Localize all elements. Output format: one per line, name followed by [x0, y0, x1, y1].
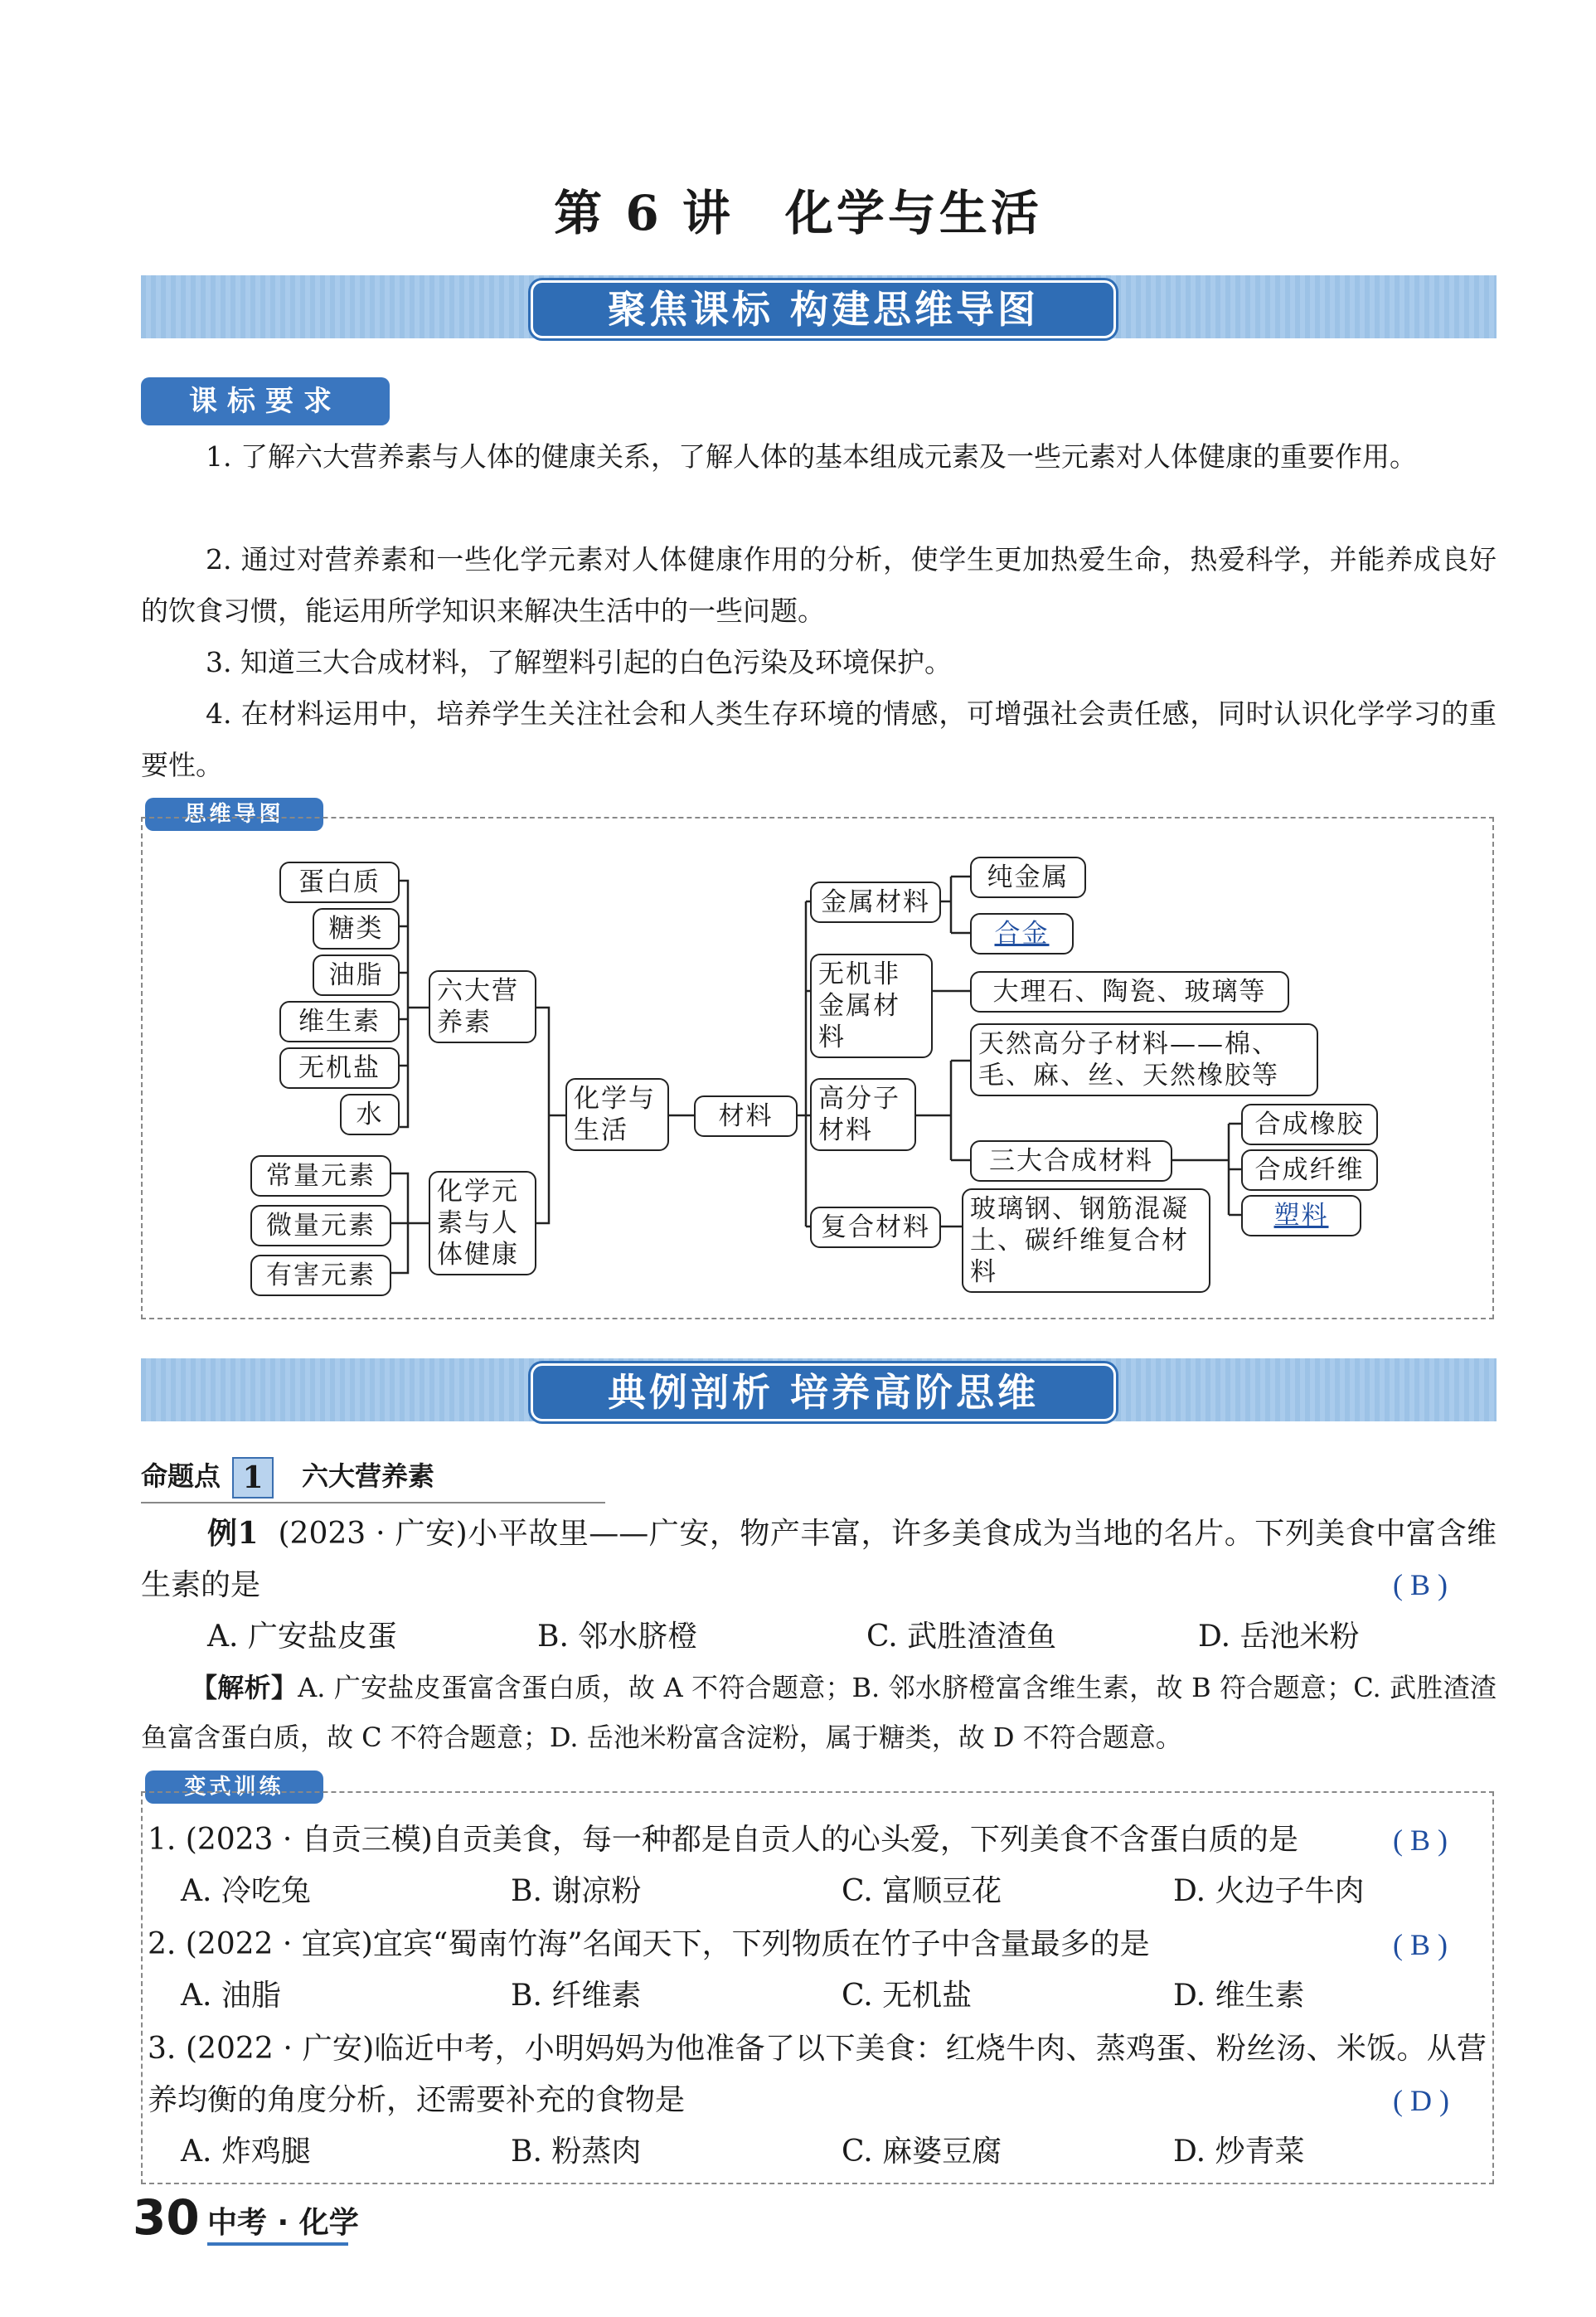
section-band-standards [141, 275, 1497, 338]
exercise-3-option-b: B. 粉蒸肉 [511, 2135, 642, 2169]
exercise-2-option-c: C. 无机盐 [842, 1979, 973, 2013]
exercise-3-option-c: C. 麻婆豆腐 [842, 2135, 1002, 2169]
exercise-2-option-a: A. 油脂 [181, 1979, 281, 2013]
node-six-nutrients: 六大营养素 [429, 970, 536, 1043]
node-nonmetal: 无机非金属材料 [810, 954, 933, 1058]
node-root: 化学与生活 [565, 1078, 669, 1151]
example-option-a: A. 广安盐皮蛋 [207, 1620, 397, 1654]
example-analysis [141, 1663, 1497, 1762]
section-band-examples [141, 1358, 1497, 1421]
node-synthetic-fiber: 合成纤维 [1241, 1149, 1378, 1191]
example-option-b: B. 邻水脐橙 [537, 1620, 698, 1654]
exercise-1-answer: ( B ) [1393, 1824, 1448, 1857]
exercise-1-option-b: B. 谢凉粉 [511, 1874, 642, 1908]
node-alloy: 合金 [970, 913, 1074, 954]
node-plastic: 塑料 [1241, 1195, 1361, 1236]
node-synthetic-rubber: 合成橡胶 [1241, 1104, 1378, 1145]
node-materials: 材料 [694, 1095, 798, 1137]
example-stem [141, 1508, 1497, 1611]
mindmap-box [141, 817, 1494, 1319]
example-option-d: D. 岳池米粉 [1198, 1620, 1360, 1654]
exercise-3-option-d: D. 炒青菜 [1173, 2135, 1305, 2169]
exercise-1-option-d: D. 火边子牛肉 [1173, 1874, 1365, 1908]
node-oil: 油脂 [313, 954, 400, 996]
node-trace-elements: 微量元素 [250, 1205, 391, 1246]
requirement-4: 4. 在材料运用中，培养学生关注社会和人类生存环境的情感，可增强社会责任感，同时认识化学学习的重要性。 [141, 697, 1497, 781]
analysis-text: A. 广安盐皮蛋富含蛋白质，故 A 不符合题意；B. 邻水脐橙富含维生素，故 B 符合题意；C. 武胜渣渣鱼富含蛋白质，故 C 不符合题意；D. 岳池米粉富含淀粉，属于糖类，故 D 不符合题意。 [141, 1672, 1497, 1753]
page-title: 第 6 讲 化学与生活 [554, 185, 1042, 241]
node-metal: 金属材料 [810, 882, 941, 923]
node-natural-polymer: 天然高分子材料——棉、毛、麻、丝、天然橡胶等 [970, 1023, 1318, 1096]
exercise-2-answer: ( B ) [1393, 1928, 1448, 1961]
node-pure-metal: 纯金属 [970, 857, 1086, 898]
topic-header [141, 1455, 605, 1503]
example-option-c: C. 武胜渣渣鱼 [866, 1620, 1057, 1654]
example-label: 例1 [207, 1516, 259, 1551]
node-macro-elements: 常量元素 [250, 1155, 391, 1197]
footer-subject: 中考 · 化学 [207, 2206, 359, 2240]
topic-label: 命题点 [141, 1460, 221, 1492]
connector-nutrients [400, 881, 408, 1127]
requirement-3: 3. 知道三大合成材料，了解塑料引起的白色污染及环境保护。 [206, 646, 952, 678]
requirement-2: 2. 通过对营养素和一些化学元素对人体健康作用的分析，使学生更加热爱生命，热爱科学，并能养成良好的饮食习惯，能运用所学知识来解决生活中的一些问题。 [141, 543, 1497, 627]
topic-name: 六大营养素 [302, 1460, 435, 1492]
connector-nutrient-ticks [400, 926, 408, 1066]
footer-underline [207, 2242, 348, 2246]
connector-elements [391, 1173, 429, 1273]
exercise-tag: 变式训练 [145, 1771, 323, 1804]
exercise-2-option-b: B. 纤维素 [511, 1979, 642, 2013]
connector-polymer [916, 1061, 970, 1160]
example-stem-text: (2023 · 广安)小平故里——广安，物产丰富，许多美食成为当地的名片。下列美食中富含维生素的是 [141, 1517, 1497, 1602]
exercise-1-option-c: C. 富顺豆花 [842, 1874, 1002, 1908]
connector-material-categories [798, 901, 810, 1227]
node-chem-elements: 化学元素与人体健康 [429, 1171, 536, 1275]
mindmap-tag: 思维导图 [145, 798, 323, 831]
example-answer: ( B ) [1393, 1568, 1448, 1601]
exercise-3-answer: ( D ) [1393, 2084, 1449, 2117]
connector-metal [941, 877, 970, 933]
connector-left-root [536, 1008, 565, 1223]
exercise-3-stem: 3. (2022 · 广安)临近中考，小明妈妈为他准备了以下美食：红烧牛肉、蒸鸡蛋、粉丝汤、米饭。从营养均衡的角度分析，还需要补充的食物是 [148, 2032, 1487, 2117]
analysis-label: 【解析】 [191, 1672, 298, 1703]
exercise-1-option-a: A. 冷吃兔 [181, 1874, 311, 1908]
exercise-2-stem: 2. (2022 · 宜宾)宜宾“蜀南竹海”名闻天下，下列物质在竹子中含量最多的是 [148, 1927, 1150, 1961]
node-water: 水 [340, 1094, 400, 1135]
node-composite-examples: 玻璃钢、钢筋混凝土、碳纤维复合材料 [962, 1188, 1210, 1293]
requirements-tag: 课标要求 [141, 377, 390, 425]
section-band-label: 聚焦课标 构建思维导图 [531, 280, 1116, 338]
exercise-3-option-a: A. 炸鸡腿 [181, 2135, 311, 2169]
page-number: 30 [133, 2189, 200, 2246]
node-polymer: 高分子材料 [810, 1078, 916, 1151]
requirement-1: 1. 了解六大营养素与人体的健康关系，了解人体的基本组成元素及一些元素对人体健康的重要作用。 [206, 440, 1417, 473]
node-harmful-elements: 有害元素 [250, 1255, 391, 1296]
node-protein: 蛋白质 [279, 862, 400, 903]
node-mineral: 无机盐 [279, 1047, 400, 1089]
node-composite: 复合材料 [810, 1207, 941, 1248]
node-vitamin: 维生素 [279, 1001, 400, 1042]
exercise-2-option-d: D. 维生素 [1173, 1979, 1305, 2013]
node-nonmetal-examples: 大理石、陶瓷、玻璃等 [970, 971, 1289, 1013]
node-synthetic: 三大合成材料 [970, 1140, 1172, 1182]
exercise-1-stem: 1. (2023 · 自贡三模)自贡美食，每一种都是自贡人的心头爱，下列美食不含蛋白质的是 [148, 1823, 1298, 1857]
node-sugar: 糖类 [313, 908, 400, 950]
topic-number: 1 [232, 1457, 274, 1499]
section-band-label: 典例剖析 培养高阶思维 [531, 1363, 1116, 1421]
